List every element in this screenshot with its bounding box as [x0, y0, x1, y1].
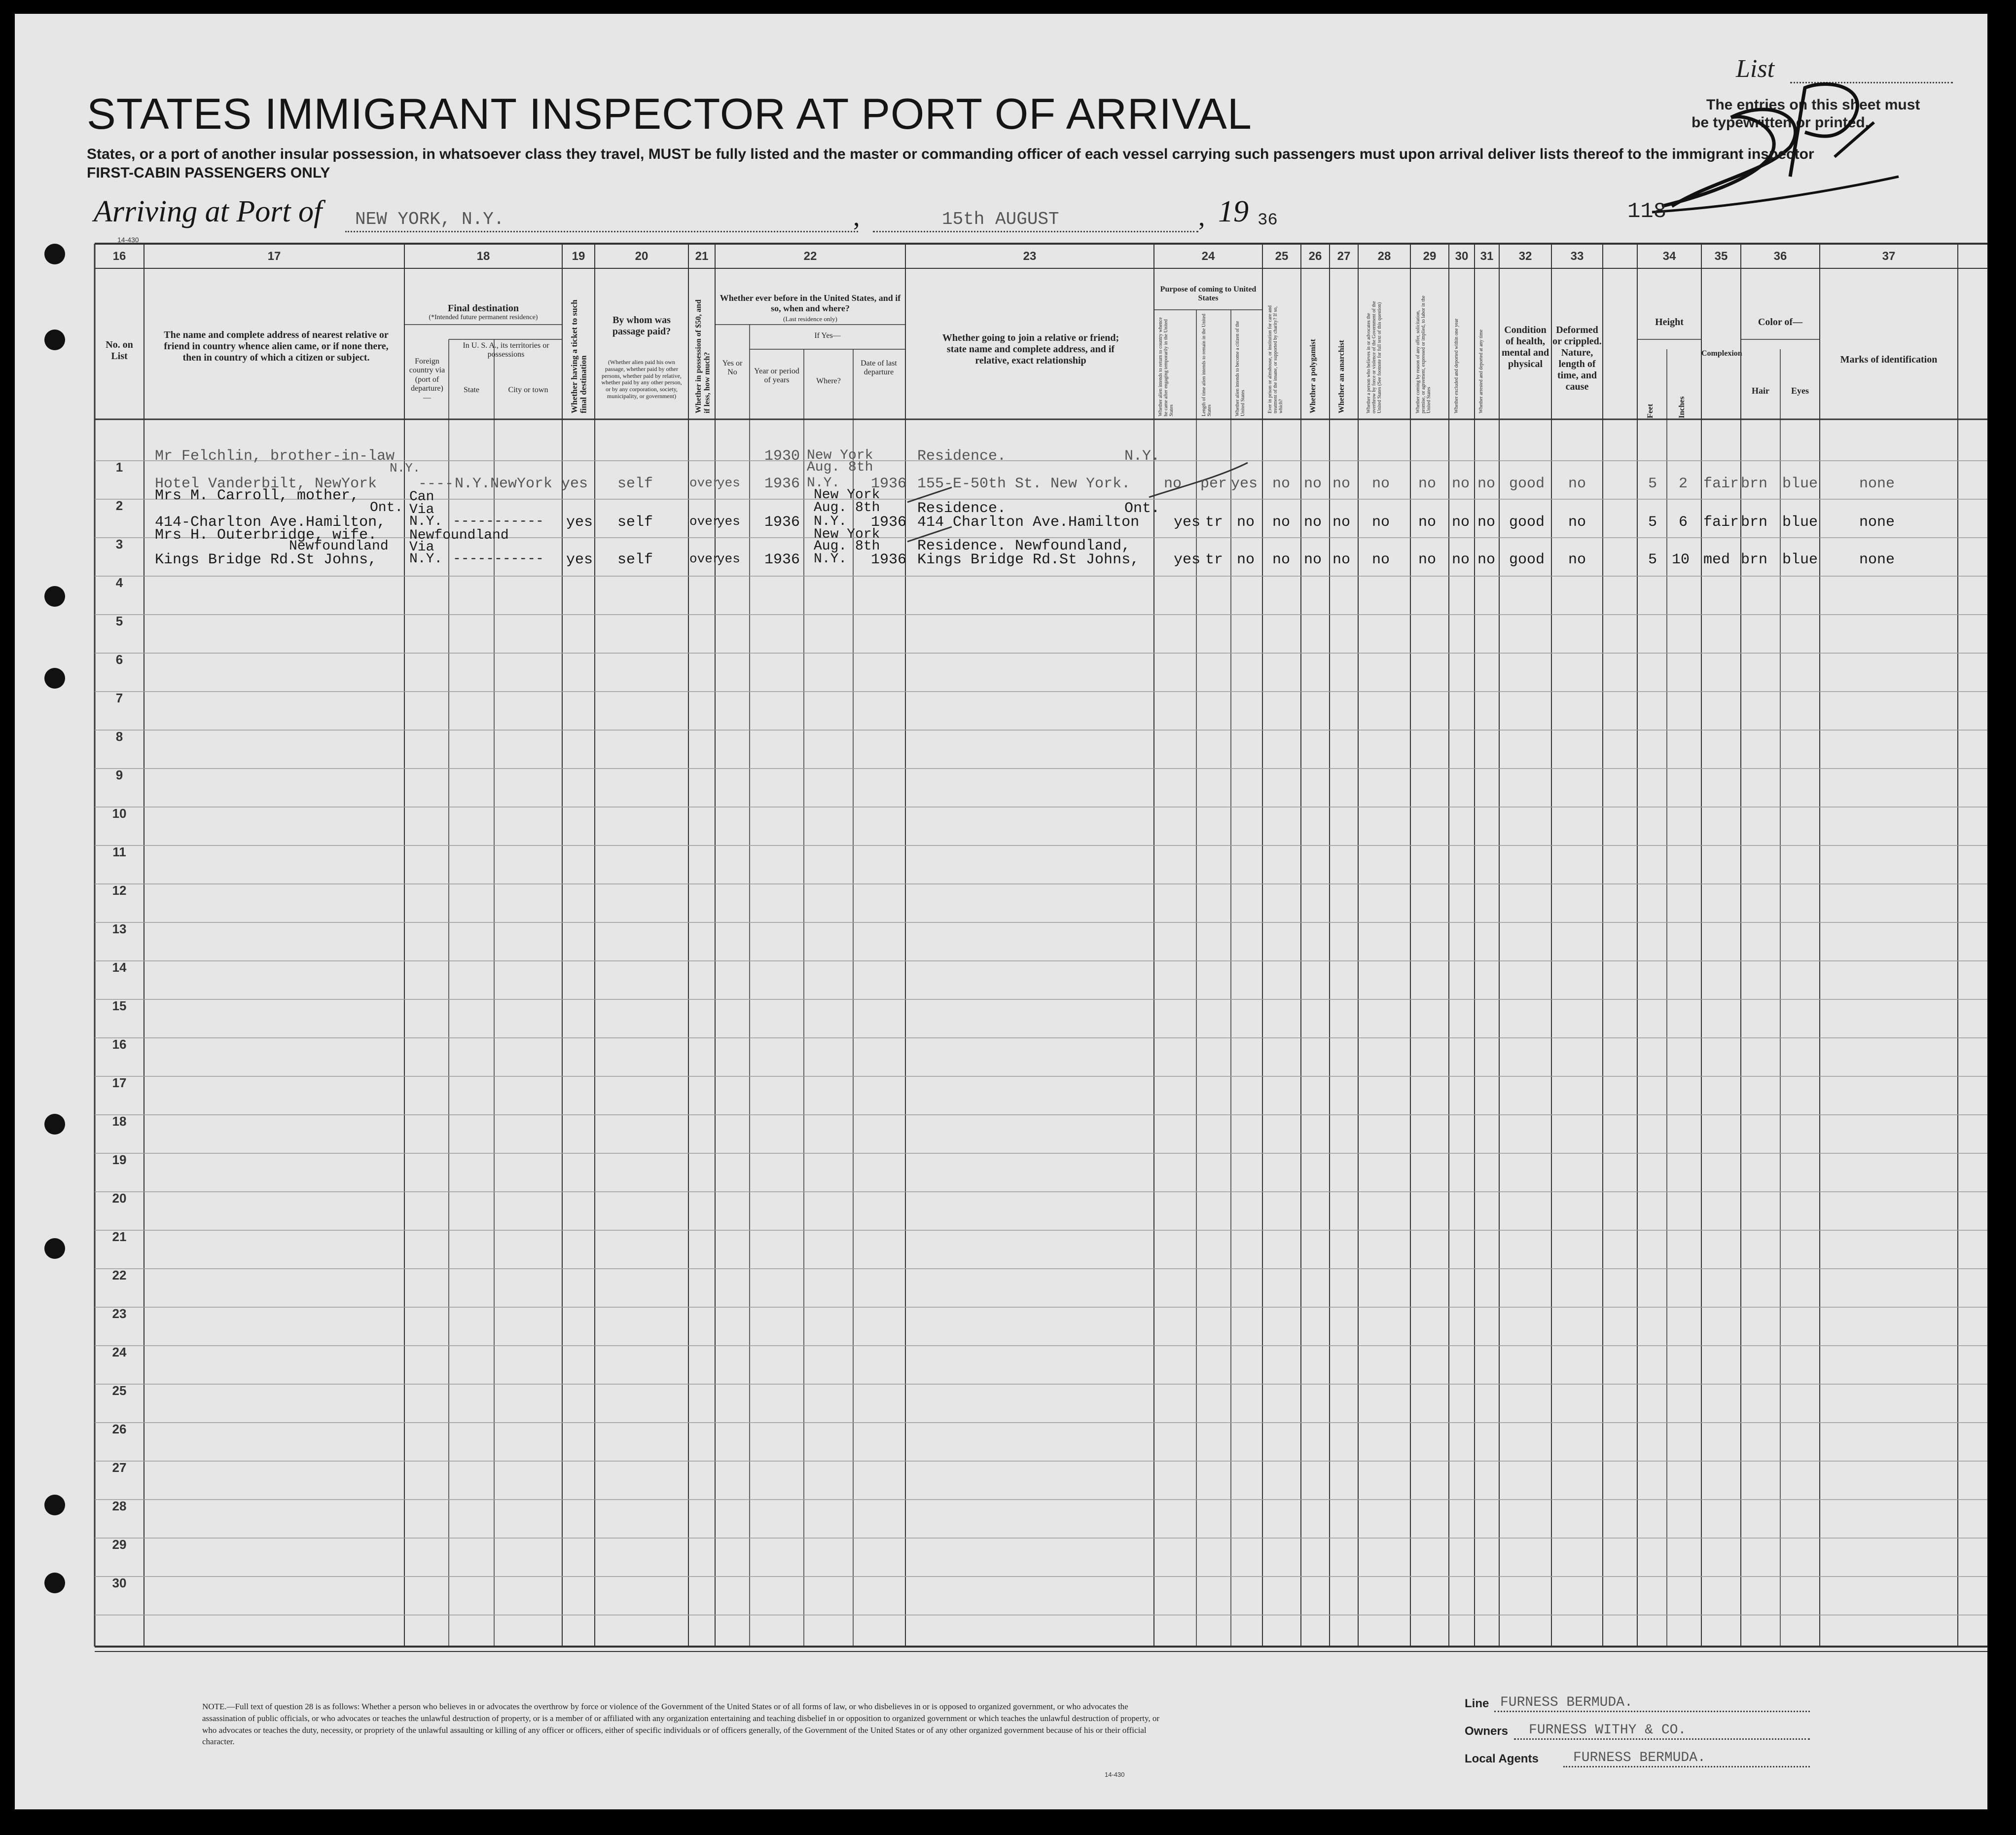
r3-hair: brn — [1741, 551, 1768, 568]
row-number: 21 — [112, 1229, 127, 1244]
header-col17: The name and complete address of nearest relative or friend in country whence alien came, or if none there, then in country of which a citizen or subject. — [164, 330, 389, 363]
r1-ticket: yes — [561, 476, 588, 492]
r2-paid: self — [617, 514, 653, 531]
row-number: 13 — [112, 921, 127, 936]
header-question-28: Whether a person who believes in or advocates the overthrow by force or violence of the Government of the United States (See footnote for full text of this question) — [1366, 301, 1382, 413]
list-note-line1: The entries on this sheet must — [1706, 97, 1920, 113]
list-label: List — [1736, 55, 1775, 83]
header-city: City or town — [508, 386, 548, 394]
row-number: 20 — [112, 1191, 127, 1206]
header-fifty-dollars: Whether in possession of $50, and if less, how much? — [694, 299, 712, 413]
header-height: Height — [1655, 317, 1684, 328]
r1-inches: 2 — [1679, 476, 1688, 492]
r1-complexion: fair — [1703, 476, 1739, 492]
header-ever-before: Whether ever before in the United States, and if so, when and where? — [720, 293, 901, 313]
row-number: 25 — [112, 1383, 127, 1398]
col-num: 30 — [1455, 250, 1469, 263]
r2-money: over — [689, 514, 720, 529]
row-number: 8 — [115, 729, 123, 744]
r1-purpose-b: per — [1200, 476, 1227, 492]
r2-purpose-b: tr — [1205, 514, 1224, 531]
r2-where2: Aug. 8th — [814, 500, 880, 515]
r2-complexion: fair — [1703, 514, 1739, 531]
r3-destination-dashes: ----------- — [453, 551, 544, 567]
r3-where1: New York — [814, 527, 880, 542]
r3-foreign3: N.Y. — [409, 551, 443, 567]
r1-year1: 1930 — [764, 448, 800, 465]
footnote: NOTE.—Full text of question 28 is as follows: Whether a person who believes in or advocates the overthrow by force or violence of the Government of the United States or of all forms of law, or who disbelieves in or is opposed to organized government, or who advocates the assassination of public officials, or who advocates or teaches the unlawful destruction of property, or is a member of or affiliated with any organization entertaining and teaching disbelief in or opposition to organized government or which teaches the unlawful destruction of property, or who advocates or teaches the duty, necessity, or propriety of the unlawful assaulting or killing of any officer or officers, either of specific individuals or of officers generally, of the Government of the United States or of any other organized government because of his or their official character. — [202, 1702, 1160, 1747]
r2-hair: brn — [1741, 514, 1768, 531]
r1-year2: 1936 — [764, 476, 800, 492]
r3-money: over — [689, 551, 720, 566]
header-no-on-list: No. on List — [106, 339, 133, 362]
r2-q26: no — [1304, 514, 1322, 531]
row-number: 24 — [112, 1345, 127, 1359]
row-number: 18 — [112, 1114, 127, 1129]
col-num: 18 — [476, 250, 490, 263]
col-num: 29 — [1423, 250, 1437, 263]
year-suffix: 36 — [1258, 211, 1278, 230]
r1-where1: New York — [807, 448, 873, 463]
header-anarchist: Whether an anarchist — [1337, 340, 1346, 413]
r3-relative-state: Newfoundland — [289, 539, 389, 554]
header-purpose-b: Length of time alien intends to remain in the United States — [1201, 313, 1212, 416]
r2-join1-state: Ont. — [1124, 500, 1160, 517]
col-num: 21 — [695, 250, 709, 263]
r1-hair: brn — [1741, 476, 1768, 492]
list-note-line2: be typewritten or printed. — [1692, 114, 1870, 131]
row-number: 1 — [115, 460, 123, 475]
r2-foreign3: N.Y. — [409, 514, 443, 529]
r2-destination-dashes: ----------- — [453, 514, 544, 529]
row-number: 9 — [115, 768, 123, 782]
header-ever-before-sub: (Last residence only) — [783, 315, 837, 323]
col-num: 27 — [1337, 250, 1351, 263]
header-labor-offer: Whether coming by reason of any offer, solicitation, promise, or agreement, expressed or implied, to labor in the United States — [1415, 295, 1432, 413]
r1-q28: no — [1372, 476, 1390, 492]
r3-join1: Residence. Newfoundland, — [917, 538, 1131, 554]
r2-date: 1936 — [871, 514, 907, 531]
header-yes-no: Yes or No — [722, 359, 743, 377]
r2-q30: no — [1452, 514, 1470, 531]
r2-relative: Mrs M. Carroll, mother, — [155, 487, 360, 504]
header-arrested: Whether arrested and deported at any time — [1478, 330, 1484, 413]
r3-join2: Kings Bridge Rd.St Johns, — [917, 551, 1140, 568]
row-number: 29 — [112, 1537, 127, 1552]
year-prefix: 19 — [1218, 195, 1249, 228]
header-excluded: Whether excluded and deported within one year — [1454, 318, 1459, 413]
r2-q25: no — [1272, 514, 1291, 531]
r1-relative-address: Hotel Vanderbilt, NewYork — [155, 476, 377, 492]
r3-q26: no — [1304, 551, 1322, 568]
r3-relative-address: Kings Bridge Rd.St Johns, — [155, 551, 377, 568]
header-prison: Ever in prison or almshouse, or institution for care and treatment of the insane, or supported by charity? If so, which? — [1267, 305, 1284, 413]
header-health: Condition of health, mental and physical — [1501, 325, 1549, 369]
header-inches: Inches — [1678, 396, 1686, 418]
header-deformed: Deformed or crippled. Nature, length of time, and cause — [1552, 325, 1602, 392]
r1-destination: N.Y.NewYork — [455, 476, 553, 492]
r3-q27: no — [1332, 551, 1351, 568]
row-number: 27 — [112, 1460, 127, 1475]
row-number: 14 — [112, 960, 127, 975]
owners-underline — [1514, 1738, 1810, 1740]
col-num: 25 — [1275, 250, 1289, 263]
r2-deformed: no — [1568, 514, 1586, 531]
header-marks: Marks of identification — [1840, 354, 1938, 365]
header-where: Where? — [816, 377, 841, 385]
r2-q29: no — [1418, 514, 1437, 531]
r1-relative-state: N.Y. — [390, 461, 421, 476]
r3-purpose-a: yes — [1174, 551, 1201, 568]
header-in-usa: In U. S. A., its territories or possessions — [463, 341, 549, 359]
r1-feet: 5 — [1648, 476, 1657, 492]
row-number: 3 — [115, 537, 123, 551]
agents-value: FURNESS BERMUDA. — [1573, 1750, 1706, 1765]
col-num: 16 — [112, 250, 126, 263]
r3-q29: no — [1418, 551, 1437, 568]
row-number: 26 — [112, 1422, 127, 1436]
page-title: STATES IMMIGRANT INSPECTOR AT PORT OF ARRIVAL — [87, 89, 1252, 138]
header-foreign-country: Foreign country via (port of departure)— — [409, 357, 445, 402]
r3-ticket: yes — [566, 551, 593, 568]
r1-marks: none — [1859, 476, 1895, 492]
col-num: 36 — [1773, 250, 1787, 263]
header-passage-paid: By whom was passage paid? — [612, 315, 671, 337]
r3-inches: 10 — [1672, 551, 1690, 568]
header-polygamist: Whether a polygamist — [1309, 339, 1317, 413]
r3-q28: no — [1372, 551, 1390, 568]
r3-health: good — [1509, 551, 1545, 568]
r1-health: good — [1509, 476, 1545, 492]
header-year: Year or period of years — [754, 367, 799, 385]
row-number: 22 — [112, 1268, 127, 1283]
col-num: 24 — [1201, 250, 1215, 263]
r1-q30: no — [1452, 476, 1470, 492]
col-num: 35 — [1714, 250, 1728, 263]
r3-foreign2: Via — [409, 540, 434, 555]
col-num: 28 — [1377, 250, 1391, 263]
r3-marks: none — [1859, 551, 1895, 568]
line-value: FURNESS BERMUDA. — [1500, 1695, 1633, 1710]
header-going-to-join: Whether going to join a relative or friend; state name and complete address, and if relative, exact relationship — [942, 332, 1119, 366]
agents-underline — [1563, 1766, 1810, 1767]
comma-2: , — [1198, 202, 1205, 231]
header-state: State — [464, 386, 479, 394]
r1-relative: Mr Felchlin, brother-in-law — [155, 448, 395, 465]
row-number: 11 — [112, 844, 126, 859]
row-number: 28 — [112, 1499, 127, 1513]
r3-q31: no — [1477, 551, 1496, 568]
page-number: 118 — [1627, 199, 1667, 224]
header-hair: Hair — [1752, 386, 1769, 396]
r1-where3: N.Y. — [807, 476, 840, 491]
r2-year: 1936 — [764, 514, 800, 531]
row-number: 5 — [115, 614, 123, 628]
row-number: 15 — [112, 998, 127, 1013]
r2-purpose-c: no — [1237, 514, 1255, 531]
r1-eyes: blue — [1782, 476, 1818, 492]
r2-relative-address: 414-Charlton Ave.Hamilton, — [155, 514, 386, 531]
header-color-of: Color of— — [1758, 317, 1803, 328]
col-num: 20 — [635, 250, 648, 263]
r2-join1: Residence. — [917, 500, 1007, 517]
row-number: 6 — [115, 652, 123, 667]
r1-join1: Residence. — [917, 448, 1007, 465]
r1-before: yes — [717, 476, 740, 490]
header-purpose-c: Whether alien intends to become a citizen of the United States — [1235, 321, 1246, 416]
r3-q25: no — [1272, 551, 1291, 568]
header-feet: Feet — [1646, 404, 1655, 418]
r1-q29: no — [1418, 476, 1437, 492]
r3-purpose-c: no — [1237, 551, 1255, 568]
row-number: 23 — [112, 1306, 127, 1321]
first-cabin-label: FIRST-CABIN PASSENGERS ONLY — [87, 165, 330, 181]
r2-join2: 414 Charlton Ave.Hamilton — [917, 514, 1140, 531]
instruction-text: States, or a port of another insular possession, in whatsoever class they travel, MUST be fully listed and the master or commanding officer of each vessel carrying such passengers must upon arrival deliver lists thereof to the immigrant inspector — [87, 146, 1814, 162]
r2-eyes: blue — [1782, 514, 1818, 531]
owners-value: FURNESS WITHY & CO. — [1529, 1723, 1687, 1738]
col-num: 37 — [1882, 250, 1896, 263]
r1-money: over — [689, 476, 720, 490]
r1-q27: no — [1332, 476, 1351, 492]
r2-q28: no — [1372, 514, 1390, 531]
r3-deformed: no — [1568, 551, 1586, 568]
agents-label: Local Agents — [1465, 1752, 1539, 1765]
col-num: 19 — [572, 250, 585, 263]
row-number: 30 — [112, 1576, 127, 1590]
row-number: 17 — [112, 1075, 127, 1090]
r2-health: good — [1509, 514, 1545, 531]
header-final-destination-sub: (*Intended future permanent residence) — [429, 314, 538, 321]
r1-purpose-a: no — [1164, 476, 1182, 492]
r2-q31: no — [1477, 514, 1496, 531]
comma-1: , — [853, 202, 860, 231]
r2-where1: New York — [814, 487, 880, 503]
header-ticket: Whether having a ticket to such final destination — [570, 299, 588, 413]
form-grid — [15, 14, 1987, 1809]
r3-purpose-b: tr — [1205, 551, 1224, 568]
col-num: 33 — [1570, 250, 1584, 263]
row-number: 7 — [115, 691, 123, 705]
header-complexion: Complexion — [1701, 349, 1742, 358]
form-code-bottom: 14-430 — [1105, 1771, 1125, 1778]
r3-complexion: med — [1703, 551, 1730, 568]
col-num: 31 — [1480, 250, 1494, 263]
row-number: 12 — [112, 883, 127, 898]
r3-eyes: blue — [1782, 551, 1818, 568]
r1-q31: no — [1477, 476, 1496, 492]
r1-q26: no — [1304, 476, 1322, 492]
date-value: 15th AUGUST — [942, 209, 1059, 229]
r1-deformed: no — [1568, 476, 1586, 492]
r2-inches: 6 — [1679, 514, 1688, 531]
col-num: 17 — [267, 250, 281, 263]
header-purpose-a: Whether alien intends to return to country whence he came after engaging temporarily in the United States — [1158, 317, 1174, 416]
r3-paid: self — [617, 551, 653, 568]
header-date-departure: Date of last departure — [861, 359, 897, 377]
r3-year: 1936 — [764, 551, 800, 568]
col-num: 34 — [1662, 250, 1676, 263]
form-sheet — [15, 14, 1987, 1809]
r2-foreign2: Via — [409, 502, 434, 517]
port-value: NEW YORK, N.Y. — [355, 209, 504, 229]
header-passage-paid-sub: (Whether alien paid his own passage, whether paid by other persons, whether paid by relative, whether paid by any other person, or by any corporation, society, municipality, or government) — [601, 359, 682, 400]
r2-purpose-a: yes — [1174, 514, 1201, 531]
r3-where2: Aug. 8th — [814, 539, 880, 554]
col-num: 26 — [1308, 250, 1322, 263]
r3-feet: 5 — [1648, 551, 1657, 568]
header-final-destination: Final destination — [448, 303, 519, 314]
row-number: 2 — [115, 498, 123, 513]
r1-where2: Aug. 8th — [807, 460, 873, 475]
header-if-yes: If Yes— — [814, 331, 841, 340]
r1-foreign: ---- — [418, 476, 454, 492]
form-code-top: 14-430 — [117, 236, 139, 244]
line-label: Line — [1465, 1697, 1489, 1710]
r1-date: 1936 — [871, 476, 907, 492]
arriving-label: Arriving at Port of — [94, 195, 323, 228]
col-num: 22 — [803, 250, 817, 263]
r2-ticket: yes — [566, 514, 593, 531]
r2-foreign1: Can — [409, 489, 434, 505]
r1-purpose-c: yes — [1231, 476, 1258, 492]
r3-where3: N.Y. — [814, 551, 847, 567]
r1-q25: no — [1272, 476, 1291, 492]
col-num: 32 — [1518, 250, 1532, 263]
row-number: 10 — [112, 806, 127, 821]
r3-before: yes — [717, 551, 740, 566]
r3-date: 1936 — [871, 551, 907, 568]
r1-paid: self — [617, 476, 653, 492]
r1-join1-state: N.Y. — [1124, 448, 1160, 465]
col-num: 23 — [1023, 250, 1037, 263]
row-number: 19 — [112, 1152, 127, 1167]
r1-join2: 155-E-50th St. New York. — [917, 476, 1131, 492]
r3-q30: no — [1452, 551, 1470, 568]
owners-label: Owners — [1465, 1725, 1509, 1738]
line-underline — [1494, 1711, 1810, 1712]
row-number: 4 — [115, 575, 123, 590]
r2-relative-state: Ont. — [370, 500, 403, 515]
r2-marks: none — [1859, 514, 1895, 531]
r3-relative: Mrs H. Outerbridge, wife. — [155, 527, 377, 544]
r3-foreign1: Newfoundland — [409, 528, 509, 543]
header-eyes: Eyes — [1791, 386, 1809, 396]
row-number: 16 — [112, 1037, 127, 1052]
r2-q27: no — [1332, 514, 1351, 531]
r2-feet: 5 — [1648, 514, 1657, 531]
r2-before: yes — [717, 514, 740, 529]
header-purpose: Purpose of coming to United States — [1160, 285, 1257, 303]
r2-where3: N.Y. — [814, 514, 847, 529]
